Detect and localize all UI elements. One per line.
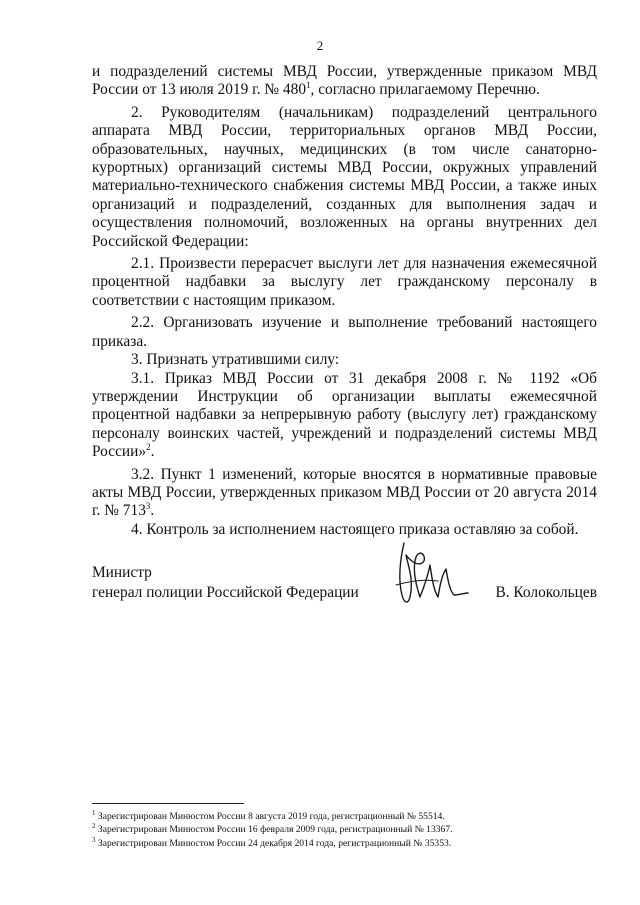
paragraph-continuation: и подразделений системы МВД России, утвержденные приказом МВД России от 13 июля 2019 г. № $480^1$, согласно прилагаемому Перечню. — [92, 63, 597, 99]
signer-position-line1: Министр — [92, 564, 152, 581]
footnote-ref-3: 3 — [145, 501, 151, 512]
footnotes — [92, 810, 597, 850]
paragraph-item-3: 3. Признать утратившими силу: — [131, 351, 340, 369]
paragraph-item-3-1: 3.1. Приказ МВД России от 31 декабря 2008 г. № 1192 «Об утверждении Инструкции об организации выплаты ежемесячной процентной надбавки за непрерывную работу (выслугу лет) гражданскому персоналу воинских частей, учреждений и подразделений системы МВД России»$^2$. — [92, 369, 597, 461]
paragraph-item-4: 4. Контроль за исполнением настоящего приказа оставляю за собой. — [131, 520, 579, 538]
paragraph-item-3-2: 3.2. Пункт 1 изменений, которые вносятся в нормативные правовые акты МВД России, утвержденных приказом МВД России от 20 августа 2014 г. № $713^3$. — [92, 465, 597, 520]
footnote-ref-2: 2 — [146, 442, 151, 452]
paragraph-item-2-2: 2.2. Организовать изучение и выполнение требований настоящего приказа. — [92, 314, 597, 350]
handwritten-signature-icon — [390, 535, 470, 610]
footnote-2: $^2$ Зарегистрирован Минюстом России 16 февраля 2009 года, регистрационный № 13367. — [92, 822, 453, 836]
footnote-separator — [92, 803, 244, 804]
footnote-1: $^1$ Зарегистрирован Минюстом России 8 августа 2019 года, регистрационный № 55514. — [92, 808, 445, 822]
page-number: 2 — [316, 38, 324, 53]
signer-name: В. Колокольцев — [495, 584, 597, 601]
footnote-ref-1: 1 — [306, 80, 311, 91]
footnote-3: $^3$ Зарегистрирован Минюстом России 24 декабря 2014 года, регистрационный № 35353. — [92, 835, 452, 849]
document-body — [92, 63, 597, 539]
paragraph-item-2-1: 2.1. Произвести перерасчет выслуги лет для назначения ежемесячной процентной надбавки за выслугу лет гражданскому персоналу в соответствии с настоящим приказом. — [92, 255, 597, 309]
signer-position-line2: генерал полиции Российской Федерации — [92, 584, 359, 601]
paragraph-item-2: 2. Руководителям (начальникам) подразделений центрального аппарата МВД России, территориальных органов МВД России, образовательных, научных, медицинских (в том числе санаторно-курортных) организаций системы МВД России, окружных управлений материально-технического снабжения системы МВД России, а также иных организаций и подразделений, созданных для выполнения задач и осуществления полномочий, возложенных на органы внутренних дел Российской Федерации: — [92, 103, 597, 250]
signature-block — [92, 563, 597, 603]
